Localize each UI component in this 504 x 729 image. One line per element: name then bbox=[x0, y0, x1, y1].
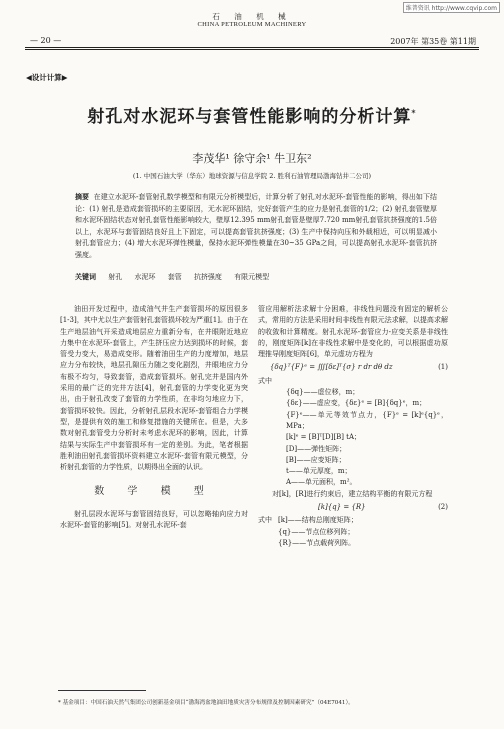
equilibrium-paragraph: 对[k]，[R]进行约束后，建立结构平衡的有限元方程 bbox=[272, 489, 433, 498]
journal-name-zh: 石 油 机 械 bbox=[212, 12, 292, 21]
issue-info: 2007年 第35卷 第11期 bbox=[390, 37, 476, 46]
equation-2-number: (2) bbox=[438, 503, 448, 512]
paper-title bbox=[0, 102, 504, 127]
right-column bbox=[258, 304, 448, 549]
page-number: — 20 — bbox=[30, 36, 62, 45]
affiliation: (1. 中国石油大学（华东）地球资源与信息学院 2. 胜利石油管理局渤海钻井二公司) bbox=[132, 172, 372, 180]
equation-1 bbox=[258, 362, 448, 373]
keywords bbox=[75, 272, 437, 282]
abstract bbox=[75, 192, 437, 262]
paper-title-text: 射孔对水泥环与套管性能影响的分析计算 bbox=[87, 107, 412, 127]
left-column bbox=[60, 304, 248, 531]
equation-2 bbox=[258, 502, 448, 513]
keyword: 射孔 bbox=[108, 273, 123, 281]
equation-1-number: (1) bbox=[438, 363, 448, 372]
abstract-text: 在建立水泥环-套管射孔数学模型和有限元分析模型后，计算分析了射孔对水泥环-套管性能的影响，得出如下结论：(1) 射孔是造成套管损坏的主要原因，无水泥环固结，完好套管产生的应力是射孔套管的1/2；(2) 射孔套管壁厚和水泥环固结状态对射孔套管性能影响较大，壁厚12.395 mm射孔套管是壁厚7.720 mm射孔套管抗挤强度的1.5倍以上，水泥环与套管固结良好且上下固定，可以提高套管抗挤强度；(3) 生产中保持向压和外载相近，可以明显减小射孔套管应力；(4) 增大水泥环弹性模量，保持水泥环弹性模量在30~35 GPa之间，可以提高射孔水泥环-套管抗挤强度。 bbox=[75, 193, 438, 259]
journal-name-en: CHINA PETROLEUM MACHINERY bbox=[197, 21, 307, 28]
equation-2-body: [k]{q} = {R} bbox=[318, 503, 366, 512]
keyword: 水泥环 bbox=[134, 273, 156, 281]
header-rule-thin bbox=[25, 49, 479, 50]
intro-paragraph: 油田开发过程中，造成油气井生产套管损坏的原因很多[1-3]，其中尤以生产套管射孔套管损坏较为严重[1]。由于在生产地层油气开采造成地层应力重新分布，在井眼附近地应力集中在水泥环-套管上，产生挤压应力达到损坏的时候，套管受力变大，易造成变形。随着油田生产的力度增加，地层应力分布较快，地层孔隙压力随之变化剧烈，井眼地应力分布极不均匀，导致套管，造成套管损坏。射孔完井是国内外采用的最广泛的完井方法[4]，射孔套管的力学变化更为突出，由于射孔改变了套管的力学性质，在非均匀地应力下，套管损坏较快。因此，分析射孔层段水泥环-套管组合力学模型，是提供有效的施工和修复措施的关键所在。但是，大多数对射孔套管受力分析时未考虑水泥环的影响，因此，计算结果与实际生产中套管损坏有一定的差别。为此，笔者根据胜利油田射孔套管损坏资料建立水泥环-套管有限元模型，分析射孔套管的力学性质，以期得出全面的认识。 bbox=[60, 305, 248, 472]
section-title: 数 学 模 型 bbox=[94, 486, 214, 498]
definition-item: {F}ᵉ——单元等效节点力，{F}ᵉ = [k]ᵉ{q}ᵉ，MPa； bbox=[286, 410, 448, 430]
definitions-2 bbox=[258, 515, 448, 549]
definition-item: [D]——弹性矩阵； bbox=[286, 444, 347, 453]
model-paragraph: 射孔层段水泥环与套管固结良好，可以忽略轴向应力对水泥环-套管的影响[5]。对射孔水泥环-套 bbox=[60, 509, 248, 530]
keyword: 抗挤强度 bbox=[193, 273, 222, 281]
column-tag: ◀设计计算▶ bbox=[26, 73, 68, 82]
authors: 李茂华¹ 徐守余¹ 牛卫东² bbox=[192, 152, 312, 165]
definition-item: {R}——节点载荷列阵。 bbox=[278, 538, 356, 547]
definition-item: {q}——节点位移列阵； bbox=[278, 527, 355, 536]
equation-1-body: {δq}ᵀ{F}ᵉ = ∭[δε]ᵀ{σ} r dr dθ dz bbox=[270, 363, 393, 372]
definition-item: [k]ᵉ = [B]ᵀ[D][B] tA； bbox=[286, 433, 362, 442]
definition-item: [B]——应变矩阵； bbox=[286, 455, 346, 464]
title-footnote-mark: * bbox=[411, 107, 417, 118]
where-label: 式中 bbox=[258, 376, 272, 385]
method-paragraph: 管应用解析法求解十分困难，非线性问题没有固定的解析公式，常用的方法是采用时间非线性有限元法求解，以提高求解的收敛和计算精度。射孔水泥环-套管应力-应变关系是非线性的，刚度矩阵[k]在非线性求解中是变化的，可以根据虚功原理推导刚度矩阵[6]，单元虚功方程为 bbox=[258, 305, 448, 359]
abstract-label: 摘要 bbox=[75, 193, 90, 201]
definition-item: t——单元厚度，m； bbox=[286, 467, 352, 476]
where-label-2: 式中 bbox=[258, 516, 272, 525]
definition-item: [k]——结构总刚度矩阵； bbox=[278, 516, 358, 525]
footnote-rule bbox=[58, 690, 146, 691]
footnote: * 基金项目：中国石油天然气集团公司创新基金项目“渤海湾盆地油田地质灾害分布规律及控制因素研究”（04E7041）。 bbox=[58, 700, 354, 706]
header-rule bbox=[25, 47, 479, 48]
definition-item: {δε}——虚应变，{δε}ᵉ = [B]{δq}ᵉ，m； bbox=[286, 399, 427, 408]
keyword: 套管 bbox=[167, 273, 182, 281]
definition-item: A——单元面积，m²。 bbox=[286, 478, 357, 487]
definition-item: {δq}——虚位移，m； bbox=[286, 388, 360, 397]
keywords-label: 关键词 bbox=[75, 273, 96, 281]
keyword: 有限元模型 bbox=[234, 273, 270, 281]
watermark: 维普资讯 http://www.cqvip.com bbox=[403, 2, 500, 13]
